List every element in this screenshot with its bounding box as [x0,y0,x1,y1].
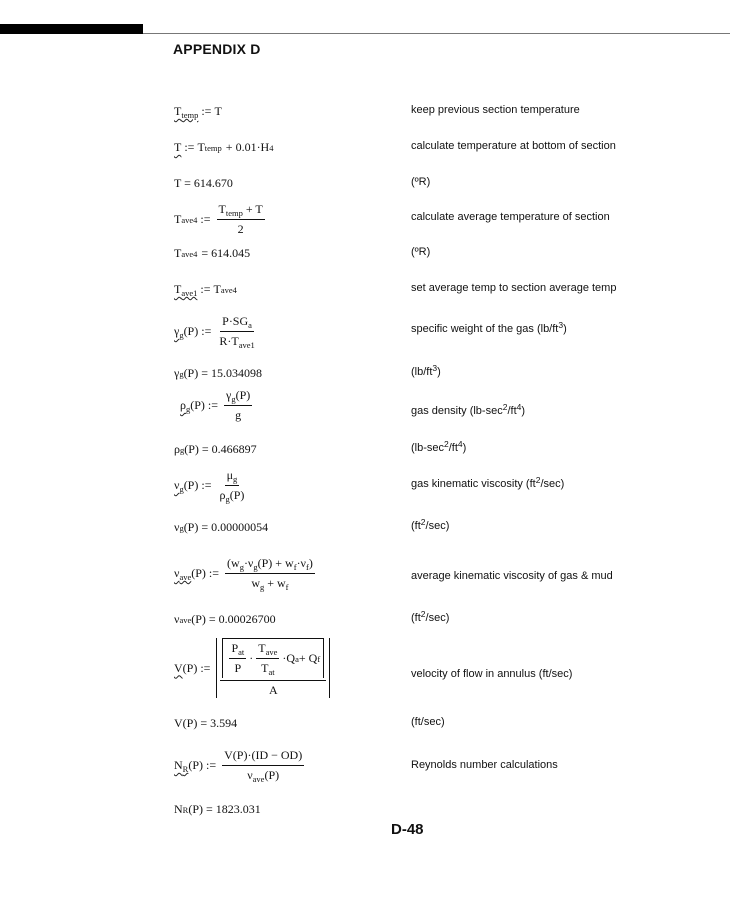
equation-description: calculate average temperature of section [411,211,610,223]
equation: T := T temp + 0.01·H 4 [174,140,274,154]
equation: $T_{ave1}$ := T ave4 [174,282,237,298]
equation-description: gas kinematic viscosity $(ft^2/\sec)$ [411,475,565,490]
equation-description: set average temp to section average temp [411,282,617,294]
equation: $\nu_{ave}$ (P) := $\frac{(w_g\cdot\nu_g(P) + w_f\cdot\nu_f)}{w_g + w_f}$ [174,556,313,592]
equation-result: N R (P) = 1823.031 [174,802,261,816]
equation-result: V(P) = 3.594 [174,716,238,730]
equation-result: γ g (P) = 15.034098 [174,366,262,380]
equation-unit: (ºR) [411,246,431,258]
equation: $N_R$ (P) := $\frac{V(P)\cdot(ID - OD)}{\nu_{ave}(P)}$ [174,748,303,784]
equation-description: Reynolds number calculations [411,759,558,771]
equation-description: gas density $(lb-\sec^2/ft^4)$ [411,402,526,417]
page-title: APPENDIX D [173,41,261,57]
equation-description: specific weight of the gas $(lb/ft^3)$ [411,320,567,335]
equation-description: calculate temperature at bottom of section [411,140,616,152]
equation-result: ρ g (P) = 0.466897 [174,442,257,456]
equation-unit: (ft/sec) [411,716,445,728]
equation-result: T ave4 = 614.045 [174,246,251,260]
equation-unit: $(ft^2/\sec)$ [411,517,450,532]
equation-unit: (ºR) [411,176,431,188]
equation-unit: $(lb/ft^3)$ [411,363,441,378]
equation: $\gamma_g$ (P) := $\frac{P\cdot SG_a}{R\cdot T_{ave1}}$ [174,314,255,350]
equation: T ave4 := $\frac{T_{temp} + T}{2}$ [174,202,263,236]
equation-description: velocity of flow in annulus (ft/sec) [411,668,573,680]
equation-unit: $(lb-\sec^2/ft^4)$ [411,439,467,454]
header-bar [0,24,143,34]
equation: $T_{temp}$ := T [174,104,222,120]
equation-result: ν ave (P) = 0.00026700 [174,612,276,626]
equation-description: average kinematic viscosity of gas & mud [411,570,613,582]
equation: V (P) := $\frac{P_{at}}{P}$ · $\frac{T_{ave}}{T_{at}}$ ·Q a + Q f A [174,638,333,698]
equation-result: T = 614.670 [174,176,233,190]
equation: $\rho_g$ (P) := $\frac{\gamma_g(P)}{g}$ [180,388,251,422]
page-number: D-48 [391,821,424,838]
equation-unit: $(ft^2/\sec)$ [411,609,450,624]
equation-result: ν g (P) = 0.00000054 [174,520,269,534]
equation: $\nu_g$ (P) := $\frac{\mu_g}{\rho_g(P)}$ [174,468,245,504]
equation-description: keep previous section temperature [411,104,580,116]
header-rule [143,33,730,34]
